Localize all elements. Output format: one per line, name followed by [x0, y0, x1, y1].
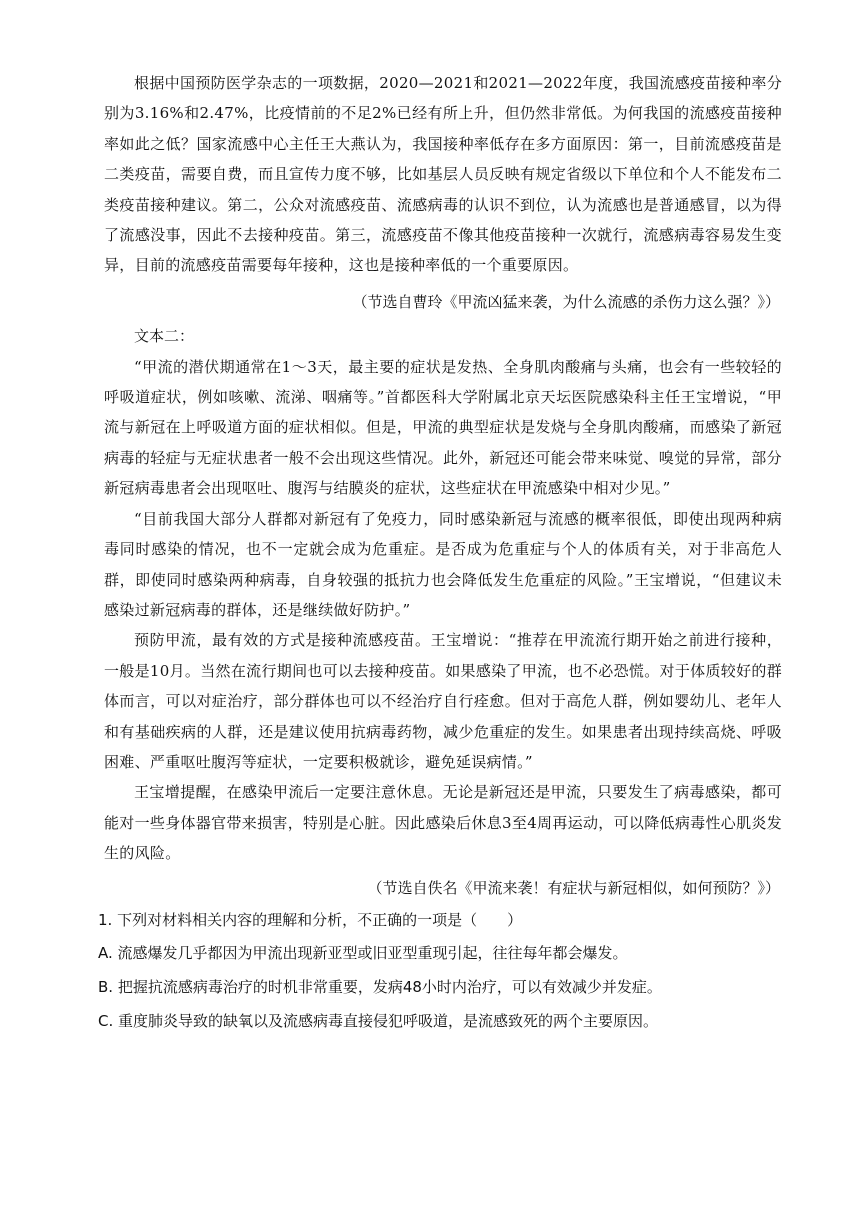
- text2-source: （节选自佚名《甲流来袭！有症状与新冠相似，如何预防？》）: [367, 878, 780, 897]
- question-1-option-c: C. 重度肺炎导致的缺氧以及流感病毒直接侵犯呼吸道，是流感致死的两个主要原因。: [98, 1011, 659, 1030]
- document-content: [98, 68, 782, 1038]
- question-1-option-a: A. 流感爆发几乎都因为甲流出现新亚型或旧亚型重现引起，往往每年都会爆发。: [98, 943, 628, 962]
- text1-source: （节选自曹玲《甲流凶猛来袭，为什么流感的杀伤力这么强？》）: [352, 292, 780, 311]
- text2-paragraph-4: 王宝增提醒，在感染甲流后一定要注意休息。无论是新冠还是甲流，只要发生了病毒感染，都可能对一些身体器官带来损害，特别是心脏。因此感染后休息3至4周再运动，可以降低病毒性心肌炎发生的风险。: [104, 783, 782, 863]
- text2-paragraph-1: “甲流的潜伏期通常在1～3天，最主要的症状是发热、全身肌肉酸痛与头痛，也会有一些较轻的呼吸道症状，例如咳嗽、流涕、咽痛等。”首都医科大学附属北京天坛医院感染科主任王宝增说，“甲流与新冠在上呼吸道方面的症状相似。但是，甲流的典型症状是发烧与全身肌肉酸痛，而感染了新冠病毒的轻症与无症状患者一般不会出现这些情况。此外，新冠还可能会带来味觉、嗅觉的异常，部分新冠病毒患者会出现呕吐、腹泻与结膜炎的症状，这些症状在甲流感染中相对少见。”: [104, 357, 782, 498]
- text2-paragraph-3: 预防甲流，最有效的方式是接种流感疫苗。王宝增说：“推荐在甲流流行期开始之前进行接种，一般是10月。当然在流行期间也可以去接种疫苗。如果感染了甲流，也不必恐慌。对于体质较好的群体而言，可以对症治疗，部分群体也可以不经治疗自行痊愈。但对于高危人群，例如婴幼儿、老年人和有基础疾病的人群，还是建议使用抗病毒药物，减少危重症的发生。如果患者出现持续高烧、呼吸困难、严重呕吐腹泻等症状，一定要积极就诊，避免延误病情。”: [104, 631, 782, 771]
- text2-paragraph-2: “目前我国大部分人群都对新冠有了免疫力，同时感染新冠与流感的概率很低，即使出现两种病毒同时感染的情况，也不一定就会成为危重症。是否成为危重症与个人的体质有关，对于非高危人群，即使同时感染两种病毒，自身较强的抵抗力也会降低发生危重症的风险。”王宝增说，“但建议未感染过新冠病毒的群体，还是继续做好防护。”: [104, 509, 782, 619]
- question-1-option-b: B. 把握抗流感病毒治疗的时机非常重要，发病48小时内治疗，可以有效减少并发症。: [98, 977, 662, 996]
- question-1: [98, 905, 782, 1038]
- text2-label: 文本二：: [134, 327, 195, 346]
- question-1-stem: 1. 下列对材料相关内容的理解和分析，不正确的一项是（ ）: [98, 910, 523, 929]
- text1-paragraph: 根据中国预防医学杂志的一项数据，2020—2021和2021—2022年度，我国流感疫苗接种率分别为3.16%和2.47%，比疫情前的不足2%已经有所上升，但仍然非常低。为何我国的流感疫苗接种率如此之低？国家流感中心主任王大燕认为，我国接种率低存在多方面原因：第一，目前流感疫苗是二类疫苗，需要自费，而且宣传力度不够，比如基层人员反映有规定省级以下单位和个人不能发布二类疫苗接种建议。第二，公众对流感疫苗、流感病毒的认识不到位，认为流感也是普通感冒，以为得了流感没事，因此不去接种疫苗。第三，流感疫苗不像其他疫苗接种一次就行，流感病毒容易发生变异，目前的流感疫苗需要每年接种，这也是接种率低的一个重要原因。: [104, 74, 782, 275]
